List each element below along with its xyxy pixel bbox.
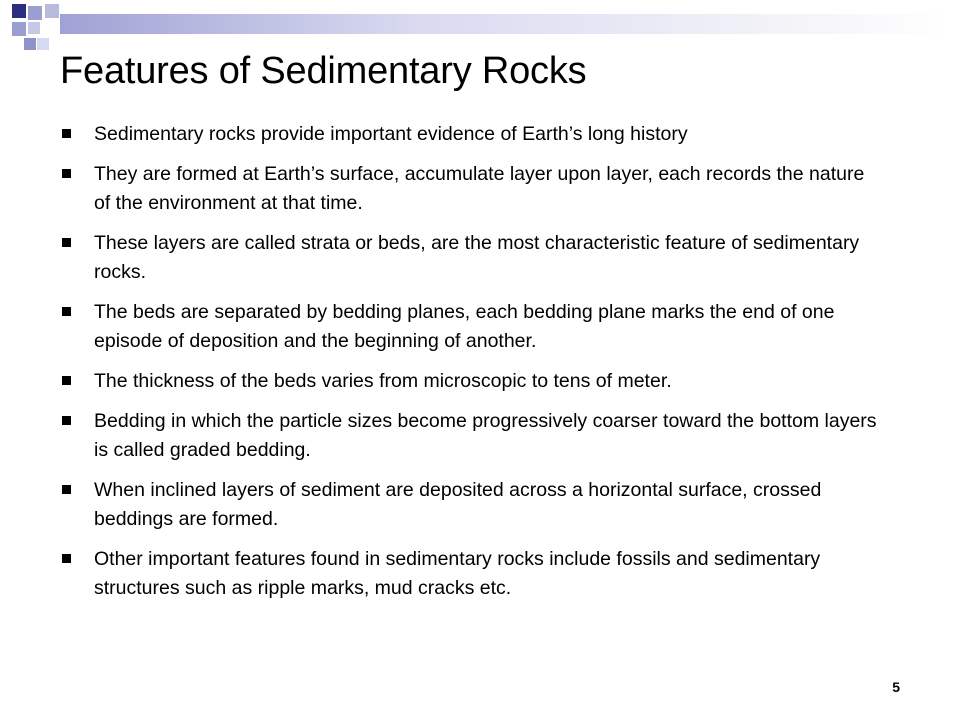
header-decoration-square — [45, 4, 59, 18]
bullet-item — [62, 160, 882, 218]
header-decoration-square — [12, 4, 26, 18]
header-decoration-square — [37, 38, 49, 50]
header-decoration-square — [24, 38, 36, 50]
bullet-text: Other important features found in sedimentary rocks include fossils and sedimentary structures such as ripple marks, mud cracks etc. — [94, 548, 821, 599]
bullet-item — [62, 229, 882, 287]
bullet-text: Bedding in which the particle sizes become progressively coarser toward the bottom layers is called graded bedding. — [94, 410, 877, 461]
bullet-item — [62, 476, 882, 534]
square-bullet-icon — [62, 416, 71, 425]
slide-title: Features of Sedimentary Rocks — [60, 50, 587, 92]
header-decoration-square — [28, 6, 42, 20]
bullet-item — [62, 407, 882, 465]
bullet-text: These layers are called strata or beds, are the most characteristic feature of sedimentary rocks. — [94, 232, 860, 283]
header-gradient-bar — [60, 14, 948, 34]
bullet-item — [62, 298, 882, 356]
bullet-text: When inclined layers of sediment are deposited across a horizontal surface, crossed beddings are formed. — [94, 479, 822, 530]
square-bullet-icon — [62, 307, 71, 316]
bullet-item — [62, 545, 882, 603]
bullet-text: The beds are separated by bedding planes, each bedding plane marks the end of one episode of deposition and the beginning of another. — [94, 301, 835, 352]
page-number: 5 — [892, 679, 900, 695]
square-bullet-icon — [62, 169, 71, 178]
bullet-item — [62, 120, 882, 149]
square-bullet-icon — [62, 485, 71, 494]
bullet-text: Sedimentary rocks provide important evidence of Earth’s long history — [94, 123, 688, 145]
header-decoration-square — [12, 22, 26, 36]
bullet-text: The thickness of the beds varies from microscopic to tens of meter. — [94, 370, 672, 392]
square-bullet-icon — [62, 554, 71, 563]
bullet-item — [62, 367, 882, 396]
square-bullet-icon — [62, 238, 71, 247]
bullet-list — [62, 120, 882, 614]
square-bullet-icon — [62, 376, 71, 385]
bullet-text: They are formed at Earth’s surface, accumulate layer upon layer, each records the nature of the environment at that time. — [94, 163, 865, 214]
header-decoration-square — [28, 22, 40, 34]
square-bullet-icon — [62, 129, 71, 138]
